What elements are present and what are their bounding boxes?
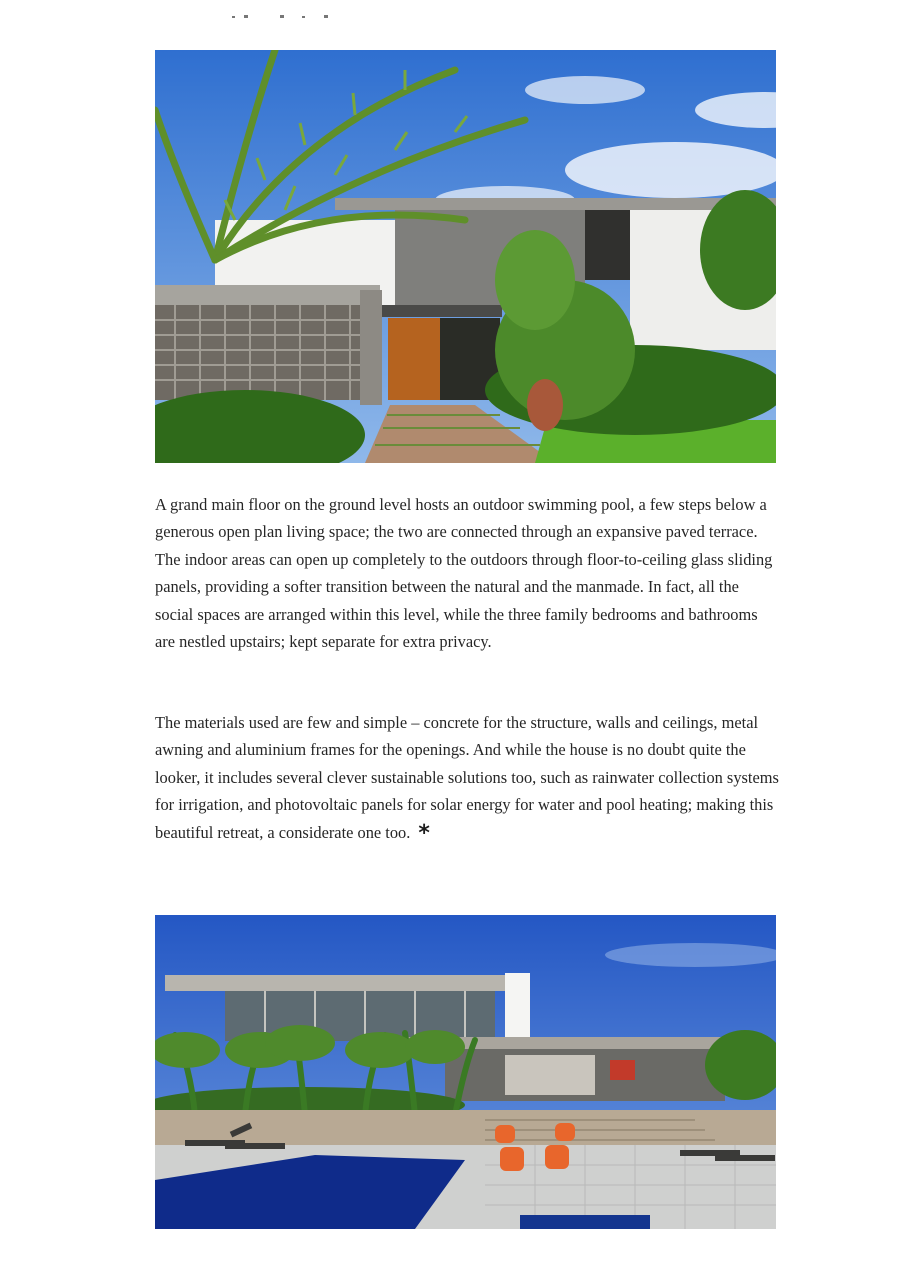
end-of-article-mark: * (418, 820, 430, 846)
article-paragraph-2-text: The materials used are few and simple – concrete for the structure, walls and ceilings, metal awning and aluminium frames for the openings. And while the house is no doubt quite the looker, it includes several clever sustainable solutions too, such as rainwater collection systems for irrigation, and photovoltaic panels for solar energy for water and pool heating; making this beautiful retreat, a considerate one too. (155, 713, 779, 842)
article-paragraph-1: A grand main floor on the ground level hosts an outdoor swimming pool, a few steps below a generous open plan living space; the two are connected through an expansive paved terrace. The indoor areas can open up completely to the outdoors through floor-to-ceiling glass sliding panels, providing a softer transition between the natural and the manmade. In fact, all the social spaces are arranged within this level, while the three family bedrooms and bathrooms are nestled upstairs; kept separate for extra privacy. (155, 495, 773, 652)
cut-off-text-line (232, 2, 342, 18)
house-front-entrance-photo (155, 50, 776, 463)
house-pool-terrace-photo (155, 915, 776, 1229)
article-paragraph-2 (155, 709, 780, 846)
